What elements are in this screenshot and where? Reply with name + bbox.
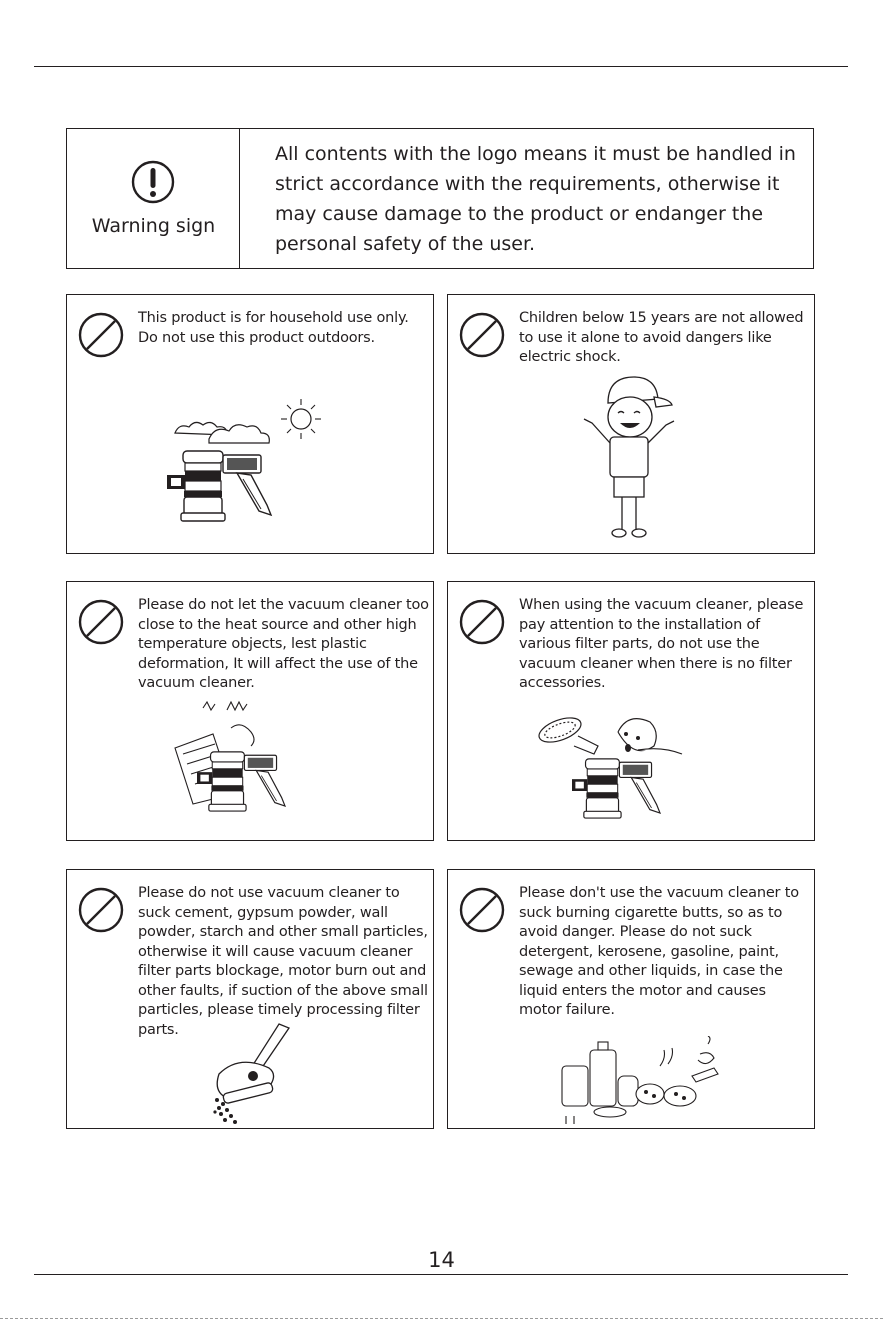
caution-card-outdoors	[66, 294, 434, 554]
caution-card-heat-source	[66, 581, 434, 841]
caution-text: When using the vacuum cleaner, please pay attention to the installation of various filter parts, do not use the vacuum cleaner when there is no filter accessories.	[519, 597, 804, 691]
caution-card-liquids	[447, 869, 815, 1129]
heater-vacuum-illustration	[171, 698, 311, 828]
filter-vacuum-illustration	[538, 708, 708, 834]
caution-text: Please do not use vacuum cleaner to suck cement, gypsum powder, wall powder, starch and other small particles, otherwise it will cause vacuum cleaner filter parts blockage, motor burn out and other faults, if suction of the above small particles, please timely processing filter parts.	[138, 885, 428, 1038]
prohibited-icon	[458, 598, 506, 646]
caution-text: Please do not let the vacuum cleaner too close to the heat source and other high temperature objects, lest plastic deformation, It will affect the use of the vacuum cleaner.	[138, 597, 429, 691]
caution-card-small-particles	[66, 869, 434, 1129]
warning-text: All contents with the logo means it must be handled in strict accordance with the requirements, otherwise it may cause damage to the product or endanger the personal safety of the user.	[275, 143, 796, 255]
prohibited-icon	[77, 598, 125, 646]
caution-card-children	[447, 294, 815, 554]
caution-text: Please don't use the vacuum cleaner to suck burning cigarette butts, so as to avoid danger. Please do not suck detergent, kerosene, gasoline, paint, sewage and other liquids, in case the liquid enters the motor and causes motor failure.	[519, 885, 799, 1018]
prohibited-icon	[458, 311, 506, 359]
footer-rule	[34, 1274, 848, 1275]
liquids-cigarettes-illustration	[560, 1036, 730, 1126]
brush-head-particles-illustration	[209, 1018, 309, 1126]
caution-text: Children below 15 years are not allowed to use it alone to avoid dangers like electric shock.	[519, 310, 804, 365]
warning-box	[66, 128, 814, 269]
caution-card-filter	[447, 581, 815, 841]
child-illustration	[574, 373, 684, 543]
warning-sign-cell	[67, 129, 240, 268]
header-rule	[34, 66, 848, 67]
cut-line	[0, 1318, 883, 1319]
prohibited-icon	[77, 886, 125, 934]
caution-text: This product is for household use only. Do not use this product outdoors.	[138, 310, 409, 346]
page-number: 14	[428, 1248, 455, 1272]
vacuum-outdoors-illustration	[165, 395, 335, 535]
prohibited-icon	[77, 311, 125, 359]
prohibited-icon	[458, 886, 506, 934]
warning-sign-label: Warning sign	[91, 215, 216, 237]
exclamation-circle-icon	[130, 159, 176, 205]
